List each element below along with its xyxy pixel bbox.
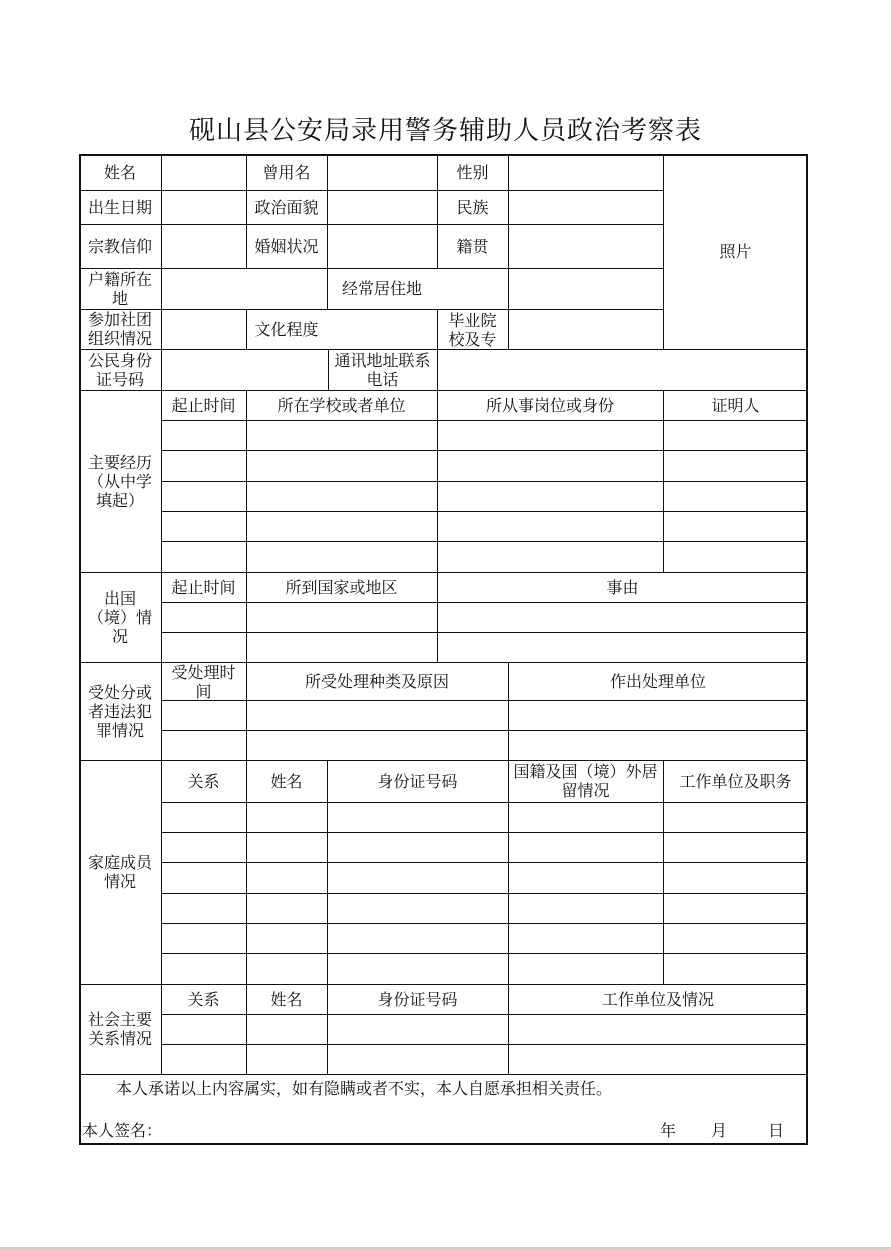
label-social-orgs: 参加社团 组织情况 <box>87 310 152 348</box>
label-birth-date: 出生日期 <box>87 197 152 217</box>
input-household-location-extra[interactable] <box>246 268 327 309</box>
section-social-label: 社会主要 关系情况 <box>87 1010 152 1048</box>
family-header-name: 姓名 <box>270 771 303 791</box>
input-id-number[interactable] <box>161 349 328 390</box>
label-residence: 经常居住地 <box>341 279 422 298</box>
label-native-place: 籍贯 <box>456 236 489 256</box>
experience-header-period: 起止时间 <box>171 395 236 415</box>
social-header-id: 身份证号码 <box>377 989 458 1009</box>
experience-header-position: 所从事岗位或身份 <box>485 395 614 415</box>
social-header-relation: 关系 <box>187 989 220 1009</box>
label-name: 姓名 <box>103 162 136 182</box>
section-abroad-label: 出国 （境）情 况 <box>87 588 152 646</box>
political-review-form <box>79 154 808 1145</box>
photo-box[interactable]: 照片 <box>719 242 752 261</box>
input-political-status[interactable] <box>327 190 437 224</box>
label-education: 文化程度 <box>254 319 319 339</box>
label-political-status: 政治面貌 <box>254 197 319 217</box>
punishment-header-time: 受处理时 间 <box>171 663 236 700</box>
abroad-header-reason: 事由 <box>606 577 639 597</box>
label-household-location: 户籍所在 地 <box>87 269 152 308</box>
experience-header-unit: 所在学校或者单位 <box>277 395 406 415</box>
input-education[interactable] <box>327 309 437 349</box>
signature-label: 本人签名： <box>82 1121 163 1140</box>
input-residence[interactable] <box>437 268 663 309</box>
input-former-name[interactable] <box>327 154 437 190</box>
family-header-residence-abroad: 国籍及国（境）外居 留情况 <box>513 762 658 800</box>
date-month-label: 月 <box>711 1121 728 1140</box>
experience-header-witness: 证明人 <box>711 395 760 415</box>
family-header-employer: 工作单位及职务 <box>679 771 792 791</box>
abroad-header-period: 起止时间 <box>171 577 236 597</box>
label-marital-status: 婚姻状况 <box>254 236 319 256</box>
section-family-label: 家庭成员 情况 <box>87 853 152 891</box>
input-address-phone[interactable] <box>437 349 808 390</box>
input-graduated-school[interactable] <box>508 309 663 349</box>
section-punishment-label: 受处分或 者违法犯 罪情况 <box>87 682 152 740</box>
date-day-label: 日 <box>768 1121 785 1140</box>
social-header-employer: 工作单位及情况 <box>601 989 714 1009</box>
family-header-id: 身份证号码 <box>377 771 458 791</box>
input-name[interactable] <box>161 154 246 190</box>
page-title: 砚山县公安局录用警务辅助人员政治考察表 <box>188 116 702 146</box>
section-experience-label: 主要经历 （从中学 填起） <box>87 452 152 510</box>
input-ethnicity[interactable] <box>508 190 663 224</box>
punishment-header-authority: 作出处理单位 <box>609 671 706 691</box>
label-id-number: 公民身份 证号码 <box>87 350 152 389</box>
label-graduated-school: 毕业院 校及专 <box>448 311 497 349</box>
input-household-location[interactable] <box>161 268 246 309</box>
label-address-phone: 通讯地址联系 电话 <box>334 350 431 389</box>
input-religion[interactable] <box>161 224 246 268</box>
input-marital-status[interactable] <box>327 224 437 268</box>
date-year-label: 年 <box>660 1121 677 1140</box>
label-former-name: 曾用名 <box>262 162 311 182</box>
social-header-name: 姓名 <box>270 989 303 1009</box>
label-religion: 宗教信仰 <box>87 236 152 256</box>
input-native-place[interactable] <box>508 224 663 268</box>
input-gender[interactable] <box>508 154 663 190</box>
family-header-relation: 关系 <box>187 771 220 791</box>
punishment-header-type-reason: 所受处理种类及原因 <box>304 671 449 691</box>
pledge-text: 本人承诺以上内容属实，如有隐瞒或者不实，本人自愿承担相关责任。 <box>116 1079 613 1098</box>
abroad-header-country: 所到国家或地区 <box>285 577 398 597</box>
input-social-orgs[interactable] <box>161 309 246 349</box>
input-birth-date[interactable] <box>161 190 246 224</box>
label-gender: 性别 <box>456 162 489 182</box>
label-ethnicity: 民族 <box>456 197 489 217</box>
